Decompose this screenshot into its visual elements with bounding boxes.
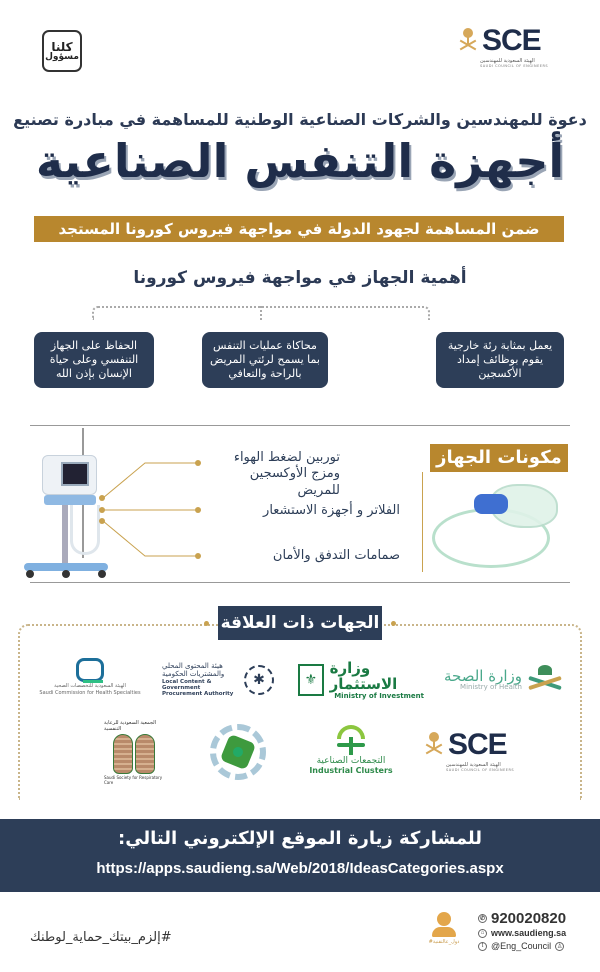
frame-dot: [391, 621, 396, 626]
importance-item: الحفاظ على الجهاز التنفسي وعلى حياة الإنسان بإذن الله: [34, 332, 154, 388]
lungs-icon: [113, 734, 155, 774]
org-name-ar: الهيئة السعودية للتخصصات الصحية: [54, 682, 126, 689]
headset-agent-icon: [437, 912, 451, 926]
org-name-ar: الهيئة السعودية للمهندسين: [446, 762, 501, 768]
phone-icon: ✆: [479, 916, 486, 922]
contact-phone[interactable]: [478, 910, 566, 927]
palm-swords-emblem-icon: [458, 28, 478, 54]
scfhs-heartbeat-icon: [76, 658, 104, 682]
logo-ministry-of-investment: [298, 660, 424, 700]
industrial-clusters-icon: [331, 723, 371, 757]
contact-website[interactable]: [478, 928, 566, 938]
org-name-ar: الجمعية السعودية للرعاية التنفسية: [104, 720, 156, 732]
sce-logo-name-en: SAUDI COUNCIL OF ENGINEERS: [480, 64, 549, 68]
campaign-logo-line1: كلنا: [51, 39, 73, 54]
connector-lines: [100, 460, 230, 570]
org-name-en: Saudi Society for Respiratory Care: [104, 775, 163, 785]
support-label: #دول_عالتقنية: [428, 939, 460, 945]
website-url: www.saudieng.sa: [491, 928, 567, 938]
component-item: الفلاتر و أجهزة الاستشعار: [263, 503, 400, 518]
home-icon: ⌂: [478, 929, 487, 938]
invitation-subtitle: دعوة للمهندسين والشركات الصناعية الوطنية للمساهمة في مبادرة تصنيع: [13, 110, 587, 129]
importance-connector-mid: [260, 306, 262, 320]
page-title: أجهزة التنفس الصناعية: [35, 134, 565, 188]
oxygen-mask-image: [430, 478, 565, 573]
snapchat-icon: ♙: [556, 943, 563, 950]
org-name-en: SAUDI COUNCIL OF ENGINEERS: [446, 768, 515, 772]
org-name-ar: وزارة الصحة: [444, 666, 522, 685]
org-name-en: Industrial Clusters: [309, 765, 393, 775]
org-name-ar: وزارة الاستثمار: [329, 658, 398, 694]
logo-ministry-of-health: [438, 658, 568, 702]
phone-number: 920020820: [491, 910, 567, 927]
stakeholders-frame: [18, 624, 582, 800]
palm-swords-emblem-icon: [424, 732, 444, 758]
twitter-handle: @Eng_Council: [491, 941, 552, 951]
logo-scfhs: [34, 652, 146, 702]
campaign-logo: [42, 30, 82, 72]
support-agent: [424, 912, 464, 945]
campaign-logo-line2: مسؤول: [45, 51, 79, 62]
twitter-icon: t: [478, 942, 487, 951]
logo-industrial-clusters: [308, 716, 394, 782]
stakeholders-heading: الجهات ذات العلاقة: [218, 606, 382, 640]
logo-industrial-cities: [206, 720, 270, 784]
sce-logo-text: SCE: [482, 24, 541, 57]
importance-item: محاكاة عمليات التنفس بما يسمح لرئتي المريض بالراحة والتعافي: [202, 332, 328, 388]
component-item: توربين لضغط الهواء ومزج الأوكسجين للمريض: [233, 450, 340, 498]
org-name-en: Ministry of Health: [460, 683, 522, 692]
org-name-ar: هيئة المحتوى المحلي والمشتريات الحكومية: [162, 662, 225, 678]
cta-label: للمشاركة زيارة الموقع الإلكتروني التالي:: [118, 828, 482, 849]
component-item: صمامات التدفق والأمان: [272, 548, 400, 563]
contact-social[interactable]: [478, 941, 564, 951]
moh-emblem-icon: [528, 665, 562, 695]
lcgpa-seal-icon: ✱: [244, 665, 274, 695]
sce-logo-name-ar: الهيئة السعودية للمهندسين: [480, 58, 535, 64]
logo-lcgpa: [162, 660, 274, 700]
components-label: مكونات الجهاز: [430, 444, 568, 472]
logo-saudi-society-respiratory-care: [104, 720, 164, 786]
importance-item: يعمل بمثابة رئة خارجية يقوم بوظائف إمداد الأكسجين: [436, 332, 564, 388]
hashtag: #إلزم_بيتك_حماية_لوطنك: [30, 930, 172, 945]
divider: [30, 582, 570, 583]
org-name-en: Local Content & Government Procurement Authority: [162, 678, 234, 697]
sce-logo-text: SCE: [448, 728, 507, 761]
palm-emblem-icon: ⚜: [298, 664, 324, 696]
components-divider: [422, 472, 423, 572]
participation-link[interactable]: https://apps.saudieng.sa/Web/2018/IdeasCategories.aspx: [96, 860, 504, 877]
ventilator-image: [22, 420, 112, 580]
industrial-cities-seal-icon: [210, 724, 266, 780]
context-banner: ضمن المساهمة لجهود الدولة في مواجهة فيروس كورونا المستجد: [34, 216, 564, 242]
org-name-ar: التجمعات الصناعية: [316, 755, 386, 766]
logo-sce: [424, 730, 514, 772]
importance-heading: أهمية الجهاز في مواجهة فيروس كورونا: [133, 268, 467, 288]
org-name-en: Saudi Commission for Health Specialties: [39, 690, 141, 696]
frame-dot: [204, 621, 209, 626]
sce-logo: [458, 26, 548, 68]
org-name-en: Ministry of Investment: [334, 691, 424, 700]
